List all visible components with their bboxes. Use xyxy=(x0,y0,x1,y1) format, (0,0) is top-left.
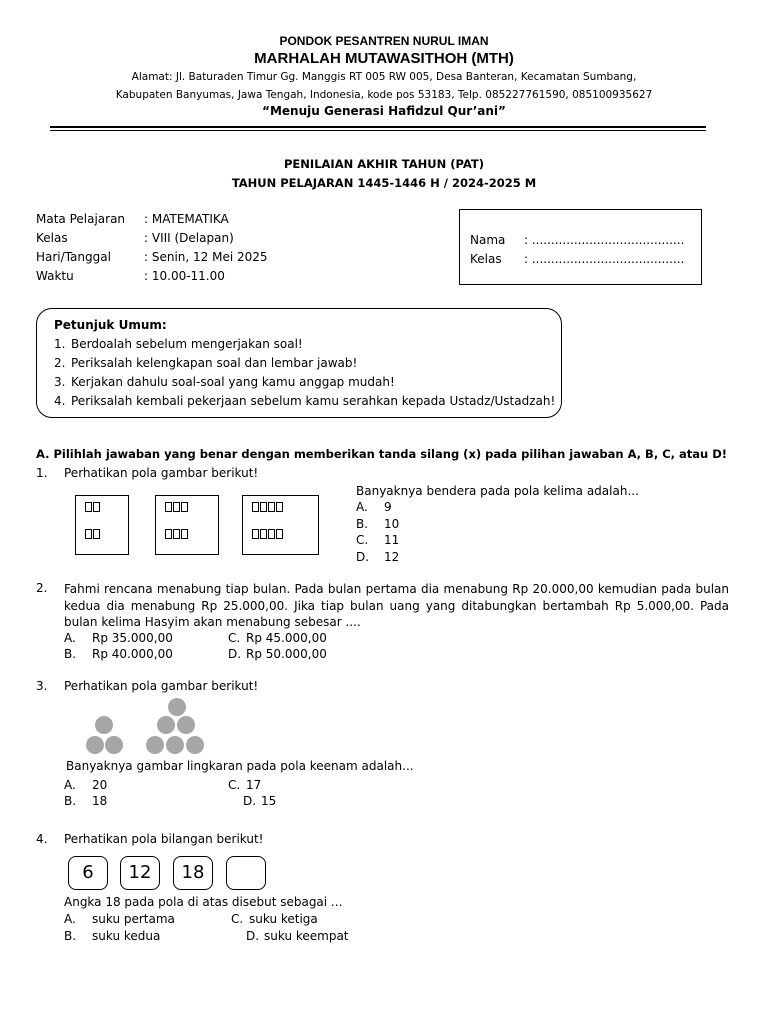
flag-row xyxy=(85,502,101,512)
flag-icon xyxy=(93,529,100,539)
instruction-text: Kerjakan dahulu soal-soal yang kamu anggap mudah! xyxy=(71,375,395,389)
flag-icon xyxy=(165,529,172,539)
option-letter: C. xyxy=(228,631,241,645)
q1-pattern-3 xyxy=(242,495,319,555)
option-text: 12 xyxy=(384,550,400,564)
option-text: 9 xyxy=(384,500,392,514)
q1-text: Perhatikan pola gambar berikut! xyxy=(64,466,259,480)
q2-number: 2. xyxy=(36,581,48,595)
flag-icon xyxy=(252,529,259,539)
option-letter: B. xyxy=(64,794,77,808)
q2-option-d[interactable] xyxy=(228,647,327,661)
q4-option-b[interactable] xyxy=(64,929,160,943)
option-text: 11 xyxy=(384,533,400,547)
option-letter: D. xyxy=(243,794,257,808)
flag-icon xyxy=(276,529,283,539)
info-label: Hari/Tanggal xyxy=(36,250,111,264)
instruction-item xyxy=(54,394,555,408)
marhalah-name: MARHALAH MUTAWASITHOH (MTH) xyxy=(254,50,514,67)
option-letter: A. xyxy=(64,778,76,792)
flag-icon xyxy=(181,529,188,539)
instruction-num: 4. xyxy=(54,394,66,408)
flag-icon xyxy=(181,502,188,512)
option-letter: A. xyxy=(64,631,76,645)
instructions-title: Petunjuk Umum: xyxy=(54,318,167,332)
instruction-item xyxy=(54,375,395,389)
circle-icon xyxy=(166,736,184,754)
info-row-date xyxy=(36,250,268,264)
flag-row xyxy=(85,529,101,539)
exam-title: PENILAIAN AKHIR TAHUN (PAT) xyxy=(284,157,484,171)
circle-icon xyxy=(95,716,113,734)
q4-number: 4. xyxy=(36,832,48,846)
circle-icon xyxy=(146,736,164,754)
option-text: 15 xyxy=(261,794,277,808)
instruction-num: 2. xyxy=(54,356,66,370)
q3-option-b[interactable] xyxy=(64,794,107,808)
option-letter: D. xyxy=(228,647,242,661)
q3-number: 3. xyxy=(36,679,48,693)
student-class-blank: : ........................................ xyxy=(524,252,685,266)
circle-icon xyxy=(186,736,204,754)
instruction-num: 3. xyxy=(54,375,66,389)
option-text: Rp 45.000,00 xyxy=(246,631,327,645)
instruction-text: Periksalah kembali pekerjaan sebelum kamu serahkan kepada Ustadz/Ustadzah! xyxy=(71,394,556,408)
sequence-box: 18 xyxy=(173,856,213,890)
info-row-subject xyxy=(36,212,229,226)
student-identity-box xyxy=(459,209,702,285)
info-label: Mata Pelajaran xyxy=(36,212,126,226)
q4-option-d[interactable] xyxy=(246,929,349,943)
sequence-box: 12 xyxy=(120,856,160,890)
instruction-text: Berdoalah sebelum mengerjakan soal! xyxy=(71,337,303,351)
flag-icon xyxy=(276,502,283,512)
option-text: suku keempat xyxy=(264,929,349,943)
flag-icon xyxy=(173,502,180,512)
q2-option-b[interactable] xyxy=(64,647,173,661)
option-letter: A. xyxy=(64,912,76,926)
option-text: suku ketiga xyxy=(249,912,318,926)
info-label: Waktu xyxy=(36,269,74,283)
option-letter: D. xyxy=(356,550,370,564)
flag-icon xyxy=(260,529,267,539)
flag-icon xyxy=(268,502,275,512)
flag-row xyxy=(252,502,284,512)
option-text: 10 xyxy=(384,517,400,531)
option-text: 17 xyxy=(246,778,262,792)
flag-icon xyxy=(165,502,172,512)
q1-pattern-1 xyxy=(75,495,129,555)
q2-text: Fahmi rencana menabung tiap bulan. Pada bulan pertama dia menabung Rp 20.000,00 kemudian pada bulan kedua dia menabung Rp 25.000,00. Jika tiap bulan uang yang ditabungkan bertambah Rp 5.000,00. Pada bulan kelima Hasyim akan menabung sebesar .... xyxy=(64,582,729,629)
q1-option-c[interactable] xyxy=(356,533,399,547)
q1-option-a[interactable] xyxy=(356,500,392,514)
circle-icon xyxy=(157,716,175,734)
q3-option-c[interactable] xyxy=(228,778,261,792)
option-text: 18 xyxy=(92,794,108,808)
option-letter: B. xyxy=(356,517,369,531)
flag-icon xyxy=(85,502,92,512)
flag-icon xyxy=(252,502,259,512)
q1-prompt: Banyaknya bendera pada pola kelima adalah... xyxy=(356,484,639,498)
header-divider-thin xyxy=(50,130,706,131)
q1-number: 1. xyxy=(36,466,48,480)
student-name-label: Nama xyxy=(470,233,506,247)
instruction-text: Periksalah kelengkapan soal dan lembar jawab! xyxy=(71,356,358,370)
circle-icon xyxy=(105,736,123,754)
flag-icon xyxy=(85,529,92,539)
flag-icon xyxy=(93,502,100,512)
q4-option-a[interactable] xyxy=(64,912,175,926)
option-text: Rp 40.000,00 xyxy=(92,647,173,661)
flag-row xyxy=(165,529,189,539)
q1-pattern-2 xyxy=(155,495,219,555)
info-row-class xyxy=(36,231,234,245)
info-row-time xyxy=(36,269,225,283)
option-letter: C. xyxy=(231,912,244,926)
sequence-box-empty xyxy=(226,856,266,890)
q1-option-b[interactable] xyxy=(356,517,399,531)
q2-option-a[interactable] xyxy=(64,631,173,645)
flag-icon xyxy=(260,502,267,512)
info-label: Kelas xyxy=(36,231,68,245)
circle-icon xyxy=(168,698,186,716)
sequence-box: 6 xyxy=(68,856,108,890)
option-text: 20 xyxy=(92,778,108,792)
instruction-num: 1. xyxy=(54,337,66,351)
option-text: Rp 50.000,00 xyxy=(246,647,327,661)
q4-option-c[interactable] xyxy=(231,912,318,926)
q1-option-d[interactable] xyxy=(356,550,399,564)
header-divider xyxy=(50,126,706,128)
circle-icon xyxy=(86,736,104,754)
option-letter: B. xyxy=(64,929,77,943)
student-name-field[interactable] xyxy=(470,233,684,247)
instruction-item xyxy=(54,337,303,351)
q3-circle-pattern xyxy=(84,712,214,757)
section-a-instruction: A. Pilihlah jawaban yang benar dengan memberikan tanda silang (x) pada pilihan jawaban A, B, C, atau D! xyxy=(36,447,728,461)
circle-icon xyxy=(177,716,195,734)
option-text: Rp 35.000,00 xyxy=(92,631,173,645)
option-letter: B. xyxy=(64,647,77,661)
flag-row xyxy=(165,502,189,512)
motto: “Menuju Generasi Hafidzul Qur’ani” xyxy=(262,104,506,118)
q4-text: Perhatikan pola bilangan berikut! xyxy=(64,832,264,846)
info-value: : MATEMATIKA xyxy=(144,212,229,226)
q3-option-d[interactable] xyxy=(243,794,276,808)
option-letter: C. xyxy=(356,533,369,547)
student-class-label: Kelas xyxy=(470,252,502,266)
exam-year: TAHUN PELAJARAN 1445-1446 H / 2024-2025 M xyxy=(231,176,537,190)
option-text: suku pertama xyxy=(92,912,175,926)
q3-option-a[interactable] xyxy=(64,778,107,792)
option-text: suku kedua xyxy=(92,929,161,943)
address-line-2: Kabupaten Banyumas, Jawa Tengah, Indonesia, kode pos 53183, Telp. 085227761590, 085100935627 xyxy=(115,89,653,101)
flag-icon xyxy=(268,529,275,539)
q3-prompt: Banyaknya gambar lingkaran pada pola keenam adalah... xyxy=(66,759,414,773)
option-letter: C. xyxy=(228,778,241,792)
student-class-field[interactable] xyxy=(470,252,684,266)
info-value: : VIII (Delapan) xyxy=(144,231,234,245)
flag-icon xyxy=(173,529,180,539)
instruction-item xyxy=(54,356,357,370)
info-value: : Senin, 12 Mei 2025 xyxy=(144,250,268,264)
flag-row xyxy=(252,529,284,539)
q2-option-c[interactable] xyxy=(228,631,327,645)
info-value: : 10.00-11.00 xyxy=(144,269,225,283)
q3-text: Perhatikan pola gambar berikut! xyxy=(64,679,259,693)
address-line-1: Alamat: Jl. Baturaden Timur Gg. Manggis RT 005 RW 005, Desa Banteran, Kecamatan Sumbang, xyxy=(131,71,637,83)
option-letter: A. xyxy=(356,500,368,514)
student-name-blank: : ........................................ xyxy=(524,233,685,247)
option-letter: D. xyxy=(246,929,260,943)
school-name: PONDOK PESANTREN NURUL IMAN xyxy=(279,34,489,48)
q4-prompt: Angka 18 pada pola di atas disebut sebagai ... xyxy=(64,895,343,909)
